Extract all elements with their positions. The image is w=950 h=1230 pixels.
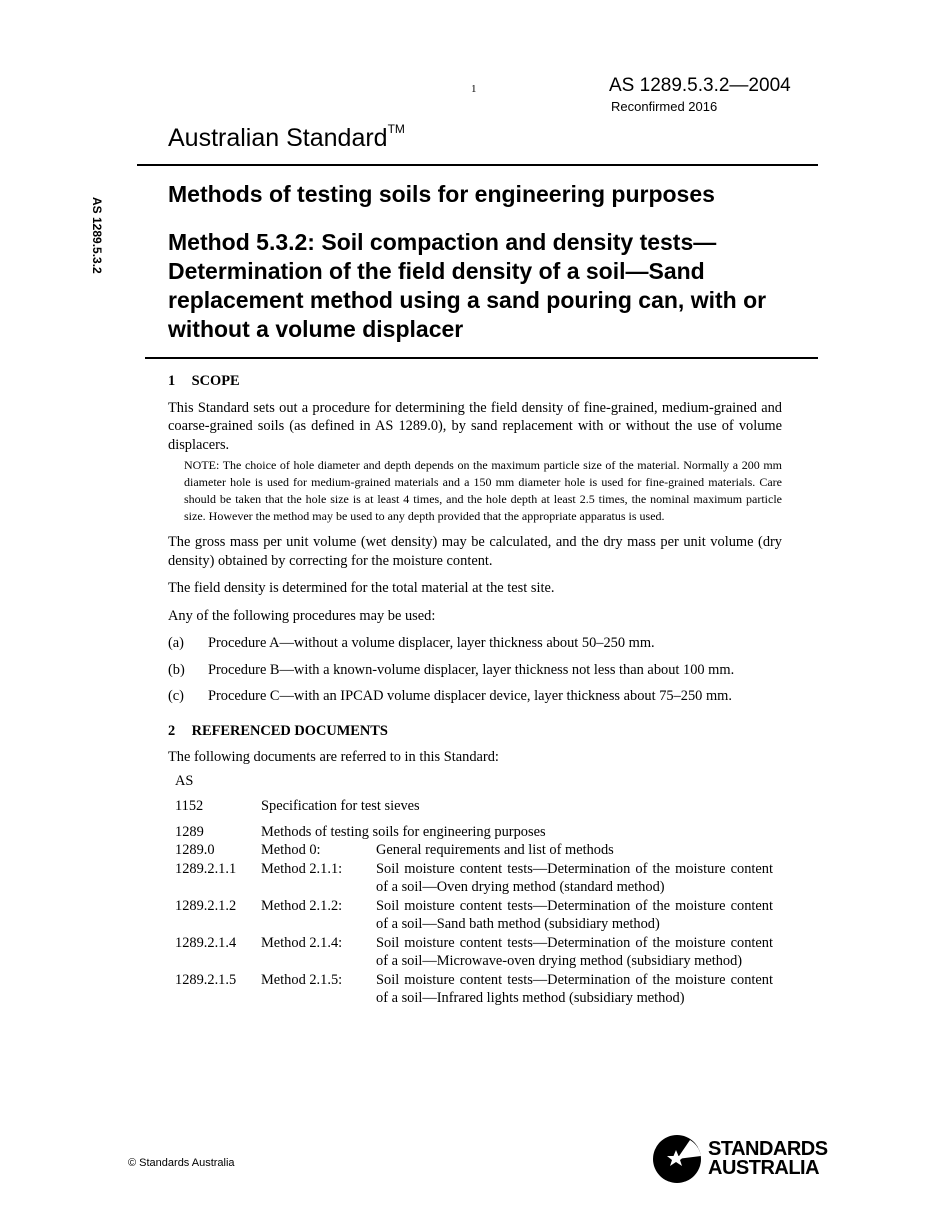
section-number: 2	[168, 722, 176, 739]
procedure-item	[168, 661, 782, 680]
reference-row	[175, 797, 782, 816]
procedure-text: Procedure B—with a known-volume displacer, layer thickness not less than about 100 mm.	[208, 661, 735, 678]
reference-table	[175, 797, 782, 1008]
reference-row	[175, 860, 782, 897]
as-label: AS	[175, 772, 194, 789]
standard-number: AS 1289.5.3.2—2004	[609, 75, 791, 96]
section-title: SCOPE	[191, 373, 240, 389]
logo-wordmark	[708, 1140, 828, 1178]
procedure-text: Procedure A—without a volume displacer, layer thickness about 50–250 mm.	[208, 635, 655, 651]
reference-number: 1289.2.1.5	[175, 971, 237, 988]
reference-method: Method 2.1.5:	[261, 971, 343, 988]
scope-paragraph: This Standard sets out a procedure for determining the field density of fine-grained, medium-grained and coarse-grained soils (as defined in AS 1289.0), by sand replacement with or without the use of volume displacers.	[168, 399, 782, 453]
reference-row	[175, 897, 782, 934]
section-number: 1	[168, 373, 176, 389]
reconfirmed-label: Reconfirmed 2016	[611, 99, 718, 114]
reference-title: Soil moisture content tests—Determination of the moisture content of a soil—Oven drying method (standard method)	[376, 860, 773, 895]
standards-australia-logo	[652, 1134, 828, 1184]
reference-row	[175, 971, 782, 1008]
reference-number: 1152	[175, 798, 204, 814]
reference-number: 1289.2.1.4	[175, 934, 237, 951]
reference-number: 1289.2.1.1	[175, 860, 237, 877]
method-title: Method 5.3.2: Soil compaction and density tests—Determination of the field density of a soil—Sand replacement method using a sand pouring can, with or without a volume displacer	[168, 229, 767, 342]
reference-method: Method 0:	[261, 842, 321, 858]
reference-number: 1289	[175, 823, 204, 840]
procedures-intro: Any of the following procedures may be used:	[168, 607, 436, 624]
logo-line-2: AUSTRALIA	[708, 1157, 820, 1179]
section-title: REFERENCED DOCUMENTS	[191, 722, 388, 739]
trademark-symbol: TM	[387, 121, 405, 136]
reference-title: Soil moisture content tests—Determination of the moisture content of a soil—Microwave-oven drying method (subsidiary method)	[376, 934, 773, 969]
reference-number: 1289.2.1.2	[175, 897, 237, 914]
references-intro: The following documents are referred to in this Standard:	[168, 749, 499, 765]
logo-line-1: STANDARDS	[708, 1138, 828, 1160]
field-density-paragraph: The field density is determined for the total material at the test site.	[168, 580, 555, 596]
section-heading-scope	[168, 372, 782, 391]
reference-title: Specification for test sieves	[261, 798, 420, 814]
australian-standard-text: Australian Standard	[168, 124, 388, 152]
reference-method: Method 2.1.2:	[261, 897, 343, 914]
density-paragraph: The gross mass per unit volume (wet density) may be calculated, and the dry mass per unit volume (dry density) obtained by correcting for the moisture content.	[168, 534, 782, 569]
logo-emblem-icon	[652, 1134, 702, 1184]
section-heading-referenced-documents	[168, 722, 782, 741]
reference-title: Methods of testing soils for engineering purposes	[261, 823, 546, 840]
document-body	[168, 372, 782, 1008]
reference-title: Soil moisture content tests—Determination of the moisture content of a soil—Sand bath method (subsidiary method)	[376, 897, 773, 932]
reference-title: General requirements and list of methods	[376, 842, 614, 858]
procedure-label: (c)	[168, 688, 184, 704]
reference-row	[175, 841, 782, 860]
page-number: 1	[471, 83, 477, 95]
procedure-label: (a)	[168, 635, 184, 651]
reference-method: Method 2.1.4:	[261, 934, 343, 951]
reference-number: 1289.0	[175, 842, 215, 858]
procedure-item	[168, 687, 782, 706]
reference-title: Soil moisture content tests—Determination of the moisture content of a soil—Infrared lights method (subsidiary method)	[376, 971, 773, 1006]
document-title: Methods of testing soils for engineering purposes	[168, 181, 715, 207]
scope-note: NOTE: The choice of hole diameter and depth depends on the maximum particle size of the material. Normally a 200 mm diameter hole is used for medium-grained materials and a 150 mm diameter hole is used for fine-grained materials. Care should be taken that the hole size is at least 4 times, and the hole depth at least 2.5 times, the nominal maximum particle size. However the method may be used to any depth provided that the appropriate apparatus is used.	[184, 458, 782, 523]
title-rule	[145, 357, 818, 359]
reference-row	[175, 934, 782, 971]
procedure-item	[168, 634, 782, 653]
copyright-notice: © Standards Australia	[128, 1157, 235, 1169]
reference-row	[175, 823, 782, 842]
procedure-label: (b)	[168, 661, 185, 678]
australian-standard-heading	[168, 121, 405, 153]
side-standard-label: AS 1289.5.3.2	[90, 197, 104, 274]
reference-method: Method 2.1.1:	[261, 860, 343, 877]
procedure-text: Procedure C—with an IPCAD volume displacer device, layer thickness about 75–250 mm.	[208, 688, 732, 704]
header-rule	[137, 164, 818, 166]
